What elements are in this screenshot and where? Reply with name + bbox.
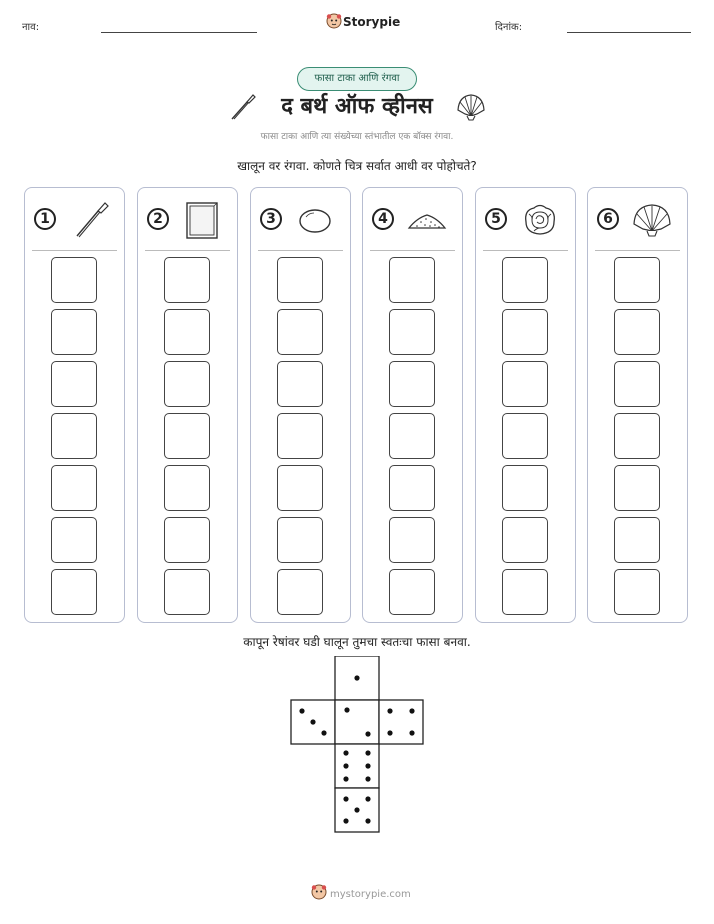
color-box[interactable] <box>51 309 97 355</box>
color-box[interactable] <box>614 517 660 563</box>
column-1 <box>24 187 125 623</box>
color-box[interactable] <box>51 361 97 407</box>
color-box[interactable] <box>164 517 210 563</box>
name-label: नाव: <box>22 22 40 33</box>
color-box[interactable] <box>277 413 323 459</box>
column-divider <box>370 250 455 251</box>
paintbrush-icon <box>67 200 111 240</box>
color-box[interactable] <box>389 569 435 615</box>
instruction: खालून वर रंगवा. कोणते चित्र सर्वात आधी वर पोहोचते? <box>237 159 477 173</box>
color-box[interactable] <box>277 361 323 407</box>
color-box[interactable] <box>164 309 210 355</box>
column-5 <box>475 187 576 623</box>
color-box[interactable] <box>502 361 548 407</box>
activity-tag: फासा टाका आणि रंगवा <box>297 67 417 91</box>
seashell-icon <box>455 92 487 122</box>
brand-name: Storypie <box>343 15 401 29</box>
color-box[interactable] <box>164 569 210 615</box>
column-number: 5 <box>485 208 507 230</box>
date-label: दिनांक: <box>495 22 523 33</box>
column-2 <box>137 187 238 623</box>
color-box[interactable] <box>277 569 323 615</box>
color-box[interactable] <box>164 257 210 303</box>
column-number: 4 <box>372 208 394 230</box>
column-6 <box>587 187 688 623</box>
column-4 <box>362 187 463 623</box>
date-line[interactable] <box>567 32 691 33</box>
color-box[interactable] <box>502 257 548 303</box>
color-box[interactable] <box>389 361 435 407</box>
color-box[interactable] <box>389 465 435 511</box>
column-number: 2 <box>147 208 169 230</box>
cut-instruction: कापून रेषांवर घडी घालून तुमचा स्वतःचा फासा बनवा. <box>243 635 471 649</box>
color-box[interactable] <box>51 465 97 511</box>
pearl-icon <box>293 200 337 240</box>
subtitle: फासा टाका आणि त्या संख्येच्या स्तंभातील एक बॉक्स रंगवा. <box>260 132 454 142</box>
color-box[interactable] <box>51 569 97 615</box>
column-divider <box>258 250 343 251</box>
storypie-logo-icon <box>326 13 342 29</box>
color-box[interactable] <box>502 569 548 615</box>
column-number: 1 <box>34 208 56 230</box>
column-divider <box>595 250 680 251</box>
name-line[interactable] <box>101 32 257 33</box>
color-box[interactable] <box>614 569 660 615</box>
column-number: 6 <box>597 208 619 230</box>
color-box[interactable] <box>277 309 323 355</box>
color-box[interactable] <box>614 465 660 511</box>
color-box[interactable] <box>614 413 660 459</box>
column-number: 3 <box>260 208 282 230</box>
color-box[interactable] <box>502 309 548 355</box>
sand-pile-icon <box>405 200 449 240</box>
storypie-logo-icon <box>311 884 327 900</box>
color-box[interactable] <box>164 465 210 511</box>
seashell-icon <box>630 200 674 240</box>
color-box[interactable] <box>389 413 435 459</box>
color-box[interactable] <box>164 413 210 459</box>
canvas-frame-icon <box>180 200 224 240</box>
color-box[interactable] <box>614 309 660 355</box>
color-box[interactable] <box>502 413 548 459</box>
color-box[interactable] <box>389 517 435 563</box>
color-box[interactable] <box>277 465 323 511</box>
color-box[interactable] <box>51 257 97 303</box>
color-box[interactable] <box>389 257 435 303</box>
column-3 <box>250 187 351 623</box>
color-box[interactable] <box>502 517 548 563</box>
color-box[interactable] <box>277 257 323 303</box>
dice-net <box>290 656 425 836</box>
color-box[interactable] <box>164 361 210 407</box>
column-divider <box>145 250 230 251</box>
rose-icon <box>518 200 562 240</box>
color-box[interactable] <box>502 465 548 511</box>
color-box[interactable] <box>277 517 323 563</box>
column-divider <box>32 250 117 251</box>
page-title: द बर्थ ऑफ व्हीनस <box>281 94 433 119</box>
column-divider <box>483 250 568 251</box>
color-box[interactable] <box>614 257 660 303</box>
color-box[interactable] <box>51 517 97 563</box>
color-box[interactable] <box>614 361 660 407</box>
color-box[interactable] <box>51 413 97 459</box>
footer-url[interactable]: mystorypie.com <box>330 889 411 900</box>
color-box[interactable] <box>389 309 435 355</box>
